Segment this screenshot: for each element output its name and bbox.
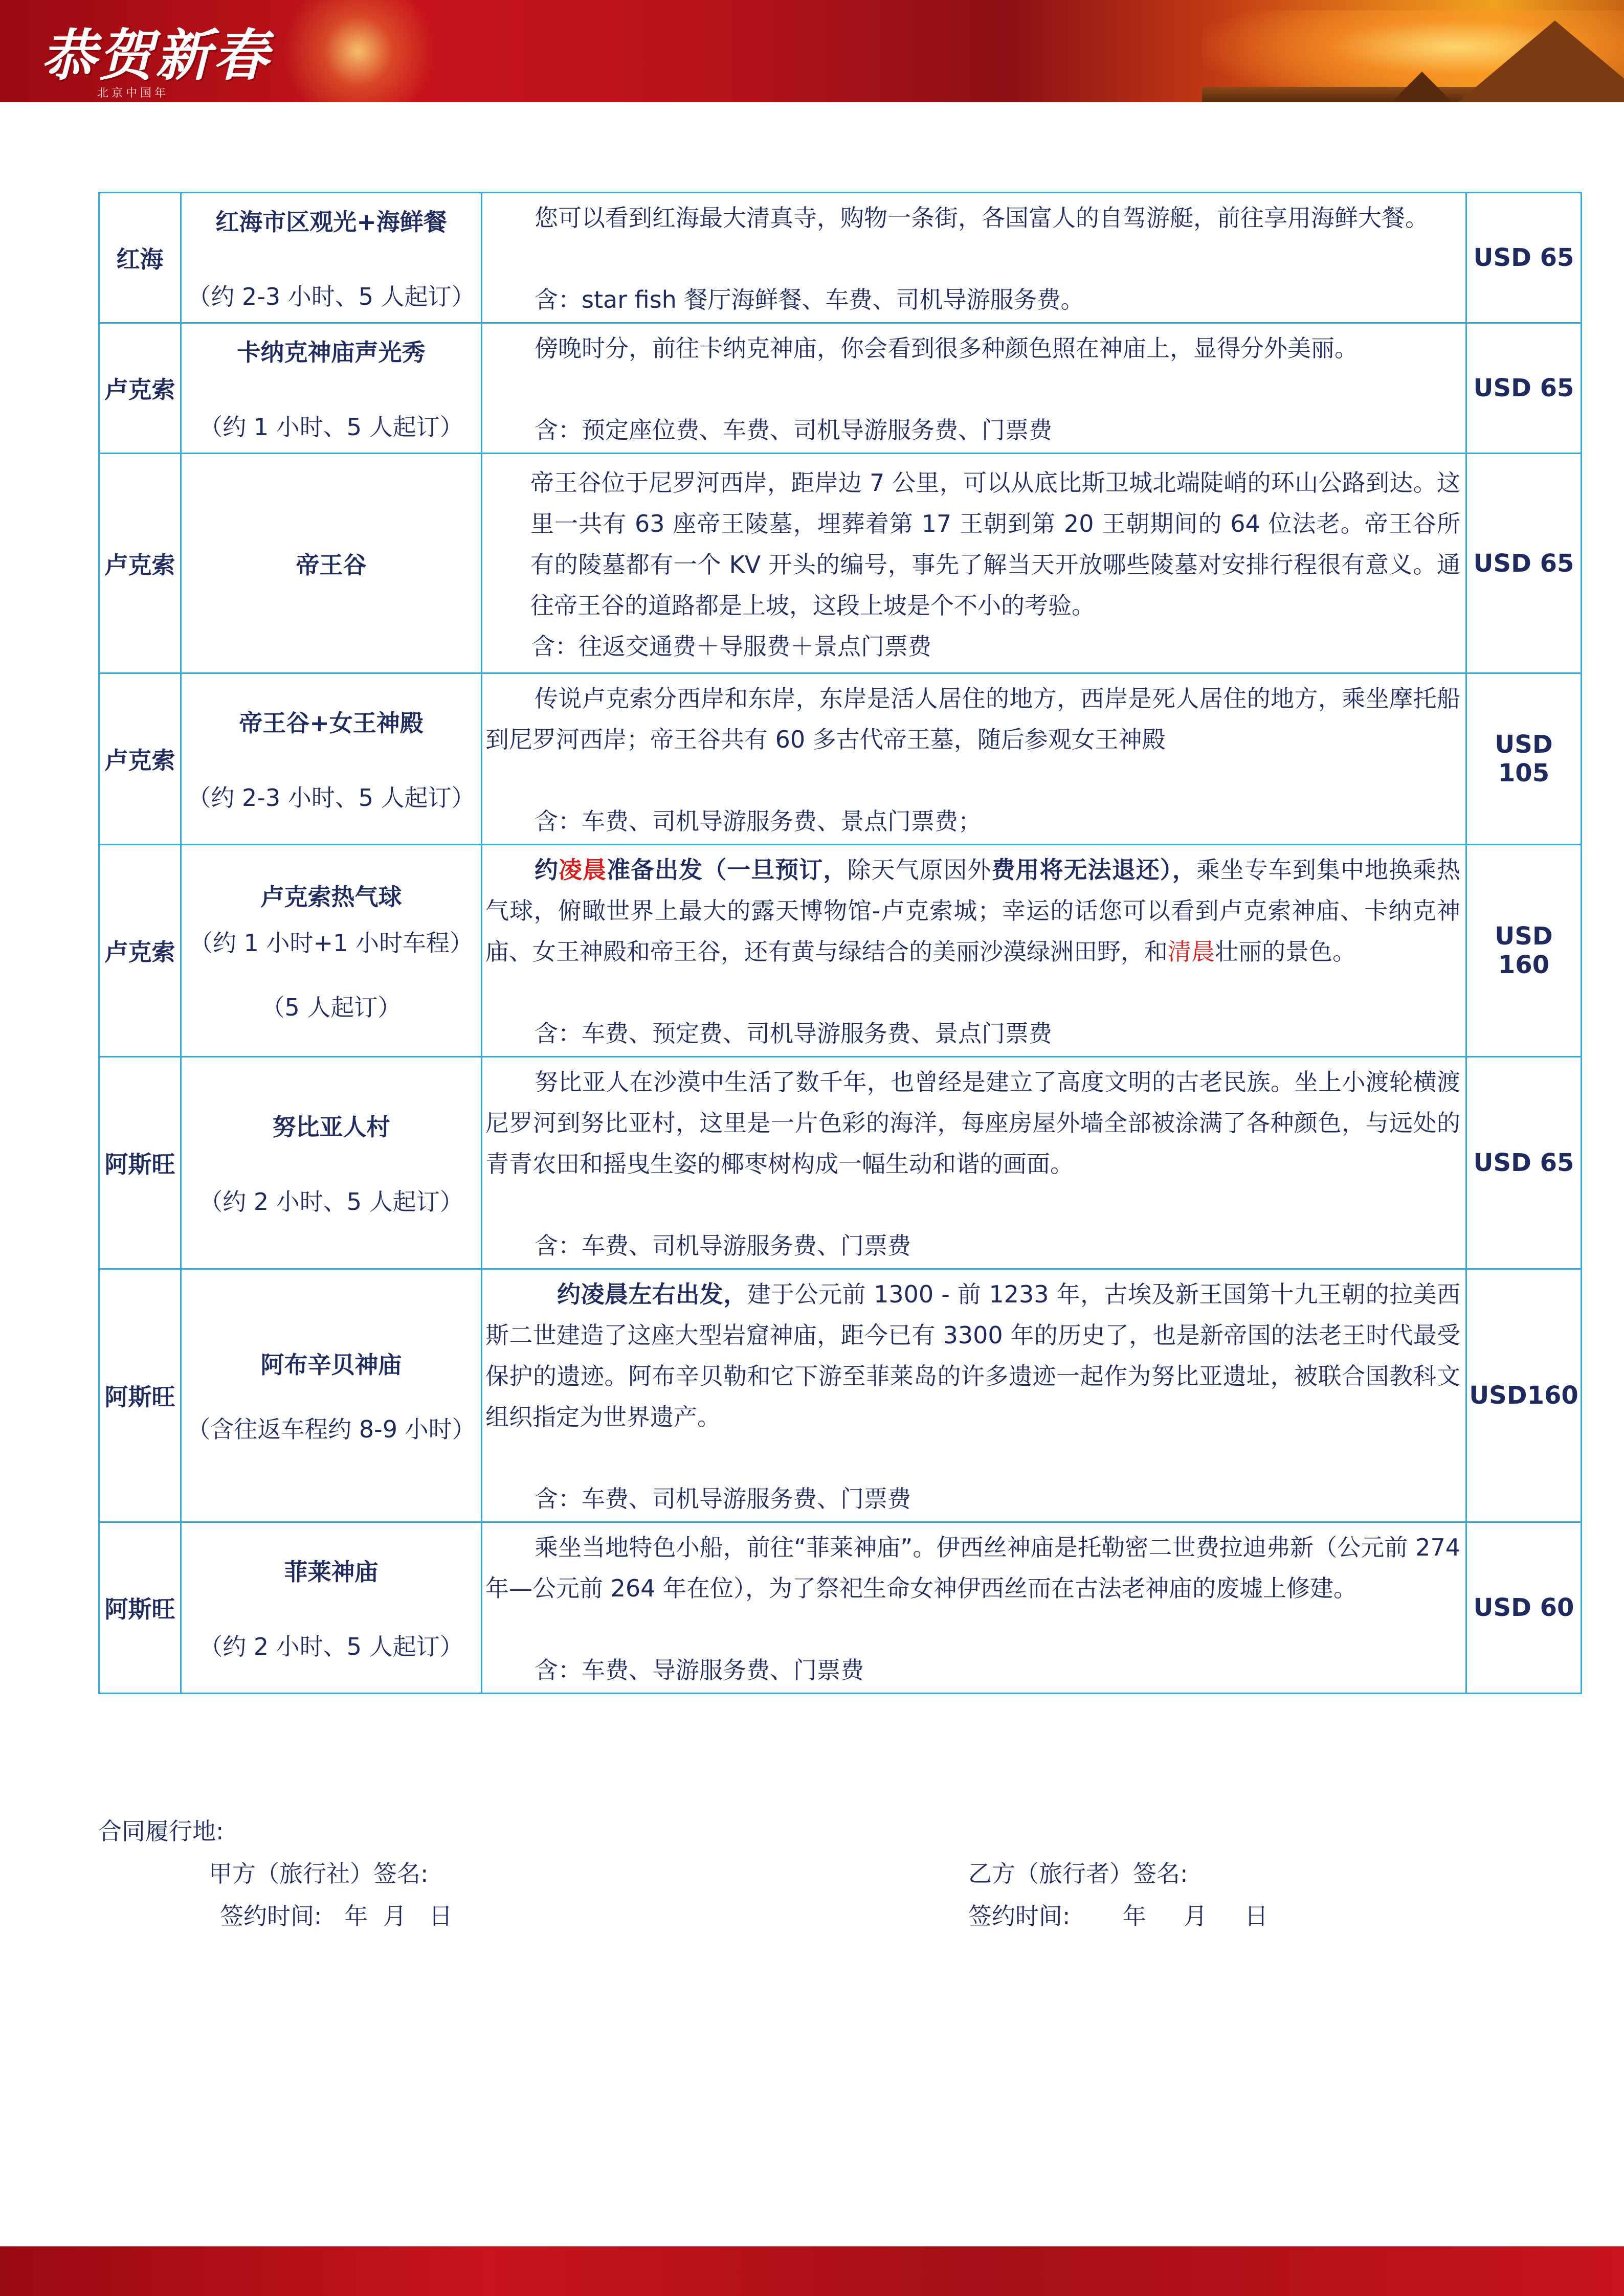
tour-duration: （含往返车程约 8-9 小时） (187, 1415, 476, 1443)
table-row (99, 1057, 1582, 1269)
city-cell: 卢克索 (99, 454, 181, 673)
city-cell: 卢克索 (99, 673, 181, 845)
tour-name-cell (181, 323, 482, 454)
table-row (99, 323, 1582, 454)
table-row (99, 454, 1582, 673)
banner-logo-subtitle: 北京中国年 (97, 87, 169, 100)
table-row (99, 1522, 1582, 1694)
tour-includes: 含：预定座位费、车费、司机导游服务费、门票费 (535, 416, 1052, 444)
tour-name: 努比亚人村 (272, 1113, 390, 1141)
tour-price: USD 160 (1466, 845, 1582, 1057)
tour-duration: （约 2 小时、5 人起订） (199, 1633, 463, 1660)
city-cell: 阿斯旺 (99, 1269, 181, 1522)
city-cell: 红海 (99, 193, 181, 323)
tour-duration: （约 1 小时+1 小时车程） (189, 929, 473, 957)
tour-name: 帝王谷 (296, 551, 367, 579)
table-row (99, 193, 1582, 323)
tour-name-cell (181, 1057, 482, 1269)
small-pyramid-icon (1391, 72, 1453, 102)
contract-place-label: 合同履行地: (98, 1817, 224, 1845)
tour-description: 约凌晨准备出发（一旦预订，除天气原因外费用将无法退还），乘坐专车到集中地换乘热气球，俯瞰世界上最大的露天博物馆-卢克索城；幸运的话您可以看到卢克索神庙、卡纳克神庙、女王神殿和帝王谷，还有黄与绿结合的美丽沙漠绿洲田野，和清晨壮丽的景色。 (485, 856, 1461, 965)
party-a-signature-label: 甲方（旅行社）签名: (209, 1860, 429, 1887)
tour-price: USD160 (1466, 1269, 1582, 1522)
tour-description: 帝王谷位于尼罗河西岸，距岸边 7 公里，可以从底比斯卫城北端陡峭的环山公路到达。这里一共有 63 座帝王陵墓，埋葬着第 17 王朝到第 20 王朝期间的 64 位法老。帝王谷所有的陵墓都有一个 KV 开头的编号，事先了解当天开放哪些陵墓对安排行程很有意义。通往帝王谷的道路都是上坡，这段上坡是个不小的考验。 (530, 468, 1460, 619)
tour-duration: （约 1 小时、5 人起订） (199, 413, 463, 441)
city-cell: 卢克索 (99, 845, 181, 1057)
banner-logo: 恭贺新春 (41, 24, 271, 88)
city-cell: 卢克索 (99, 323, 181, 454)
party-b-signing-date: 签约时间: 年 月 日 (968, 1902, 1269, 1930)
pyramid-icon (1458, 20, 1624, 102)
tour-description: 约凌晨左右出发，建于公元前 1300 - 前 1233 年，古埃及新王国第十九王朝的拉美西斯二世建造了这座大型岩窟神庙，距今已有 3300 年的历史了，也是新帝国的法老王时代最受保护的遗迹。阿布辛贝勒和它下游至菲莱岛的许多遗迹一起作为努比亚遗址，被联合国教科文组织指定为世界遗产。 (485, 1280, 1461, 1431)
tour-name-cell (181, 1269, 482, 1522)
table-row (99, 845, 1582, 1057)
city-cell: 阿斯旺 (99, 1522, 181, 1694)
tour-description: 您可以看到红海最大清真寺，购物一条街，各国富人的自驾游艇，前往享用海鲜大餐。 (535, 204, 1429, 232)
highlight-morning: 清晨 (1168, 938, 1215, 965)
tour-description-cell (482, 1269, 1466, 1522)
party-b-signature-label: 乙方（旅行者）签名: (968, 1860, 1188, 1887)
tour-description: 傍晚时分，前往卡纳克神庙，你会看到很多种颜色照在神庙上，显得分外美丽。 (535, 334, 1358, 362)
tour-includes: 含：车费、预定费、司机导游服务费、景点门票费 (535, 1020, 1052, 1047)
tour-name-cell (181, 1522, 482, 1694)
tour-includes: 含：车费、司机导游服务费、景点门票费； (535, 807, 982, 835)
tour-description-cell (482, 845, 1466, 1057)
tour-includes: 含：star fish 餐厅海鲜餐、车费、司机导游服务费。 (535, 286, 1084, 313)
tour-name: 卢克索热气球 (260, 883, 402, 911)
table-row (99, 1269, 1582, 1522)
tour-description-cell (482, 454, 1466, 673)
tour-description-cell (482, 1057, 1466, 1269)
tour-price: USD 65 (1466, 1057, 1582, 1269)
tour-name-cell (181, 845, 482, 1057)
tour-duration: （约 2-3 小时、5 人起订） (187, 784, 475, 812)
city-cell: 阿斯旺 (99, 1057, 181, 1269)
tour-name-cell (181, 454, 482, 673)
tour-name: 菲莱神庙 (284, 1558, 379, 1586)
tour-name: 卡纳克神庙声光秀 (237, 339, 426, 366)
tour-description-cell (482, 323, 1466, 454)
party-a-signing-date: 签约时间: 年 月 日 (220, 1902, 453, 1930)
tour-description: 乘坐当地特色小船，前往“菲莱神庙”。伊西丝神庙是托勒密二世费拉迪弗新（公元前 274 年—公元前 264 年在位），为了祭祀生命女神伊西丝而在古法老神庙的废墟上修建。 (485, 1534, 1460, 1602)
tour-includes: 含：往返交通费＋导服费＋景点门票费 (531, 632, 931, 660)
tour-name-cell (181, 673, 482, 845)
firework-glow (276, 0, 440, 102)
tour-departure-time: 约凌晨左右出发， (557, 1280, 747, 1308)
tour-description: 传说卢克索分西岸和东岸，东岸是活人居住的地方，西岸是死人居住的地方，乘坐摩托船到尼罗河西岸；帝王谷共有 60 多古代帝王墓，随后参观女王神殿 (485, 685, 1460, 753)
tour-includes: 含：车费、司机导游服务费、门票费 (535, 1485, 911, 1513)
tour-price: USD 105 (1466, 673, 1582, 845)
tour-price: USD 65 (1466, 193, 1582, 323)
tour-includes: 含：车费、司机导游服务费、门票费 (535, 1232, 911, 1259)
tour-name: 阿布辛贝神庙 (260, 1351, 402, 1379)
tour-min-booking: （5 人起订） (261, 994, 402, 1021)
tour-price: USD 65 (1466, 323, 1582, 454)
tour-price: USD 65 (1466, 454, 1582, 673)
tour-name-cell (181, 193, 482, 323)
highlight-early-morning: 凌晨 (559, 856, 607, 884)
header-banner (0, 0, 1624, 102)
tour-description-cell (482, 193, 1466, 323)
tour-description-cell (482, 1522, 1466, 1694)
tour-includes: 含：车费、导游服务费、门票费 (535, 1656, 864, 1684)
tour-description: 努比亚人在沙漠中生活了数千年，也曾经是建立了高度文明的古老民族。坐上小渡轮横渡尼罗河到努比亚村，这里是一片色彩的海洋，每座房屋外墙全部被涂满了各种颜色，与远处的青青农田和摇曳生姿的椰枣树构成一幅生动和谐的画面。 (485, 1068, 1460, 1178)
tour-description-cell (482, 673, 1466, 845)
tour-price: USD 60 (1466, 1522, 1582, 1694)
tour-duration: （约 2-3 小时、5 人起订） (187, 283, 475, 310)
tour-price-table (98, 192, 1582, 1694)
tour-name: 红海市区观光+海鲜餐 (215, 208, 447, 236)
table-row (99, 673, 1582, 845)
tour-name: 帝王谷+女王神殿 (239, 709, 424, 737)
tour-duration: （约 2 小时、5 人起订） (199, 1188, 463, 1215)
footer-banner (0, 2246, 1624, 2296)
